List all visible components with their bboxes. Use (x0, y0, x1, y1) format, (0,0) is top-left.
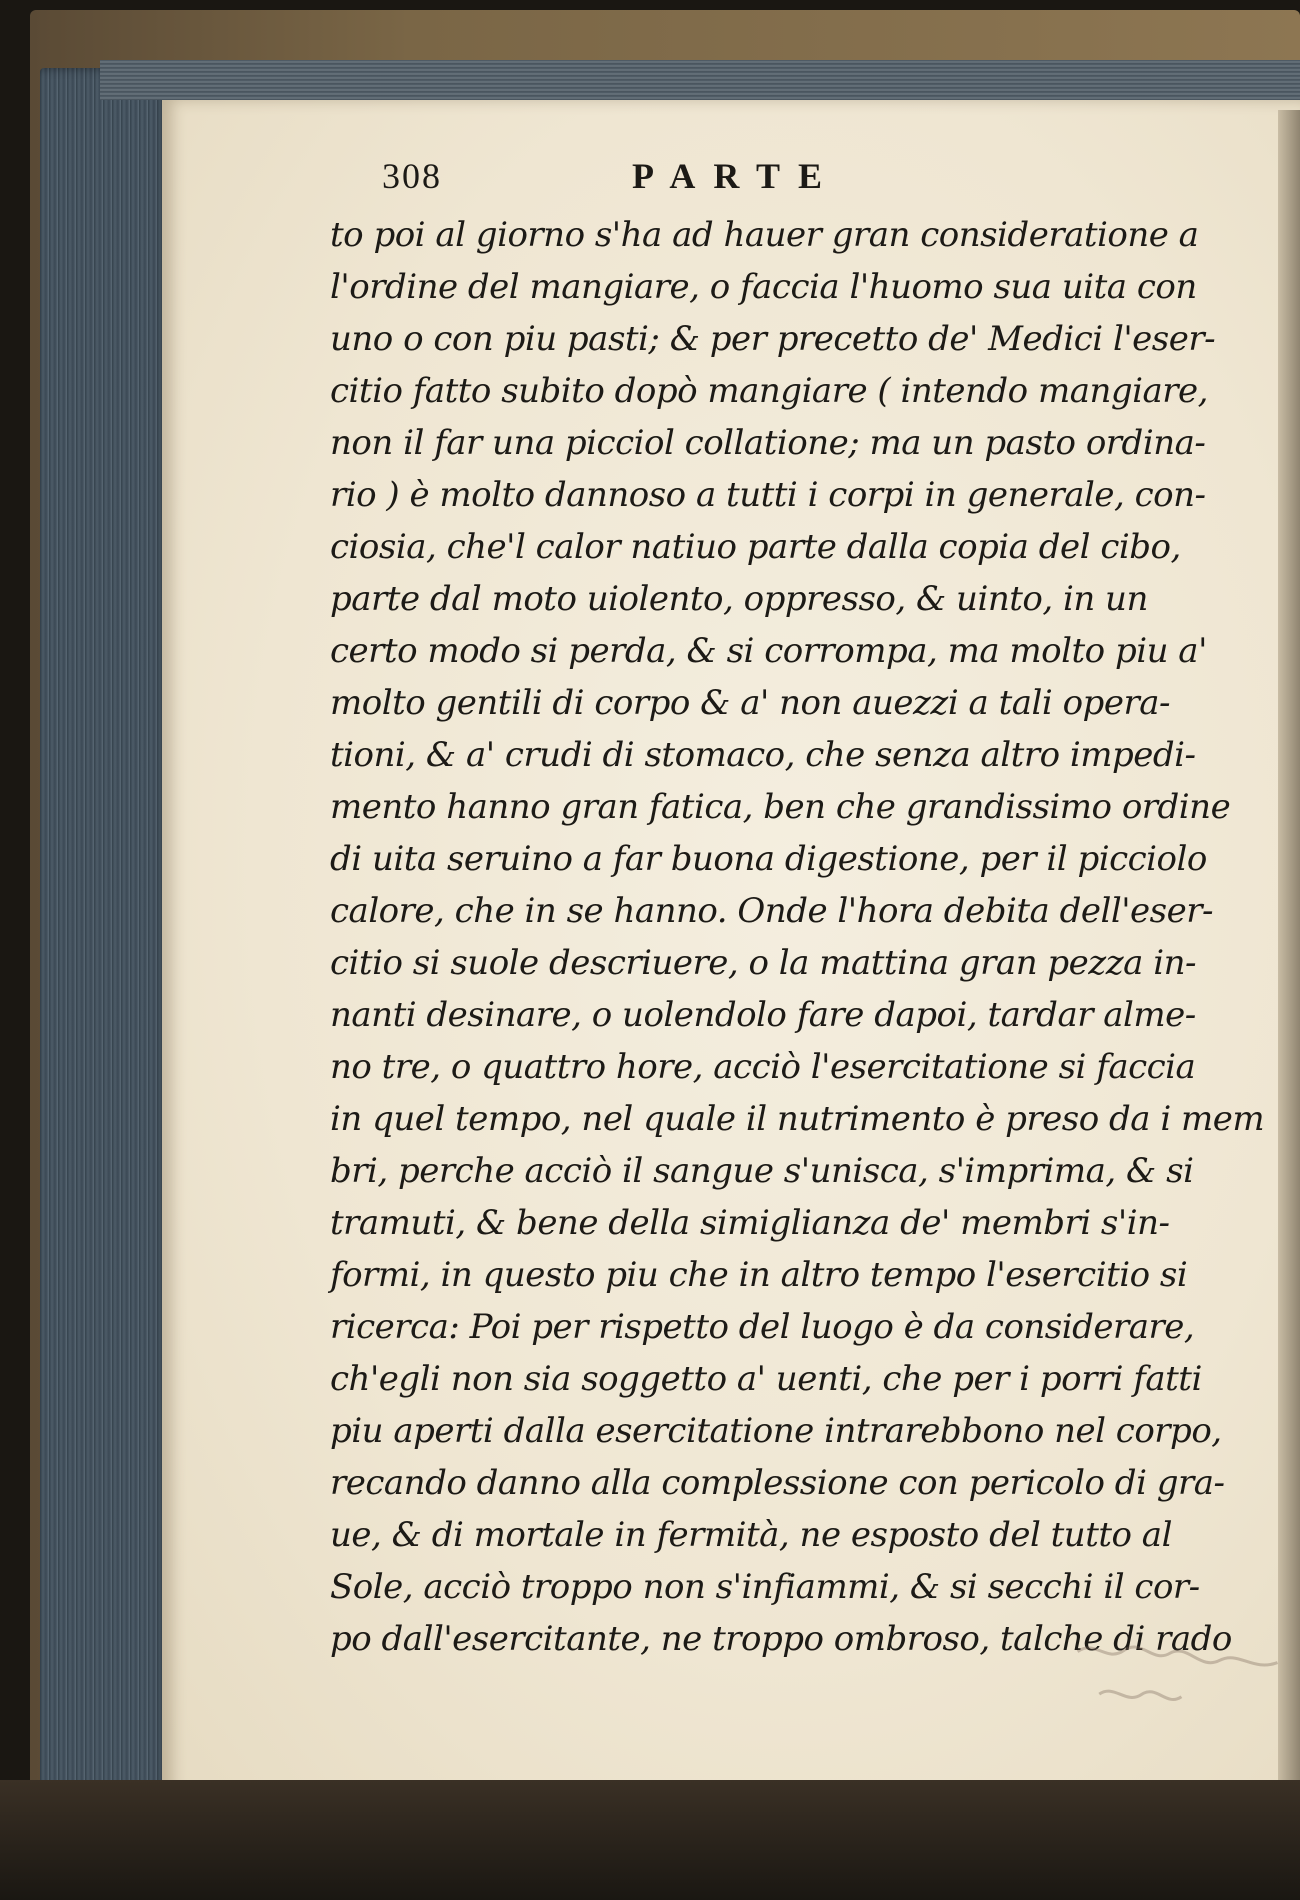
text-line: recando danno alla complessione con pericolo di gra- (330, 1463, 1225, 1503)
text-line: l'ordine del mangiare, o faccia l'huomo sua uita con (330, 267, 1197, 307)
text-line: tioni, & a' crudi di stomaco, che senza altro impedi- (330, 735, 1196, 775)
text-line: tramuti, & bene della simiglianza de' membri s'in- (330, 1203, 1170, 1243)
text-line: bri, perche acciò il sangue s'unisca, s'imprima, & si (330, 1151, 1194, 1191)
text-line: calore, che in se hanno. Onde l'hora debita dell'eser- (330, 891, 1213, 931)
text-line: nanti desinare, o uolendolo fare dapoi, tardar alme- (330, 995, 1196, 1035)
page-text (330, 155, 1265, 1665)
faded-handwritten-note (1065, 1629, 1285, 1752)
text-line: ricerca: Poi per rispetto del luogo è da considerare, (330, 1307, 1195, 1347)
text-line: rio ) è molto dannoso a tutti i corpi in generale, con- (330, 475, 1206, 515)
body-text (330, 209, 1265, 1665)
text-line: ch'egli non sia soggetto a' uenti, che per i porri fatti (330, 1359, 1202, 1399)
text-line: parte dal moto uiolento, oppresso, & uinto, in un (330, 579, 1148, 619)
text-line: di uita seruino a far buona digestione, per il picciolo (330, 839, 1207, 879)
text-line: citio fatto subito dopò mangiare ( intendo mangiare, (330, 371, 1208, 411)
page-number: 308 (382, 156, 442, 196)
text-line: non il far una picciol collatione; ma un pasto ordina- (330, 423, 1206, 463)
text-line: po dall'esercitante, ne troppo ombroso, talche di rado (330, 1619, 1232, 1659)
scan-background (0, 1780, 1300, 1900)
running-head: PARTE (632, 156, 841, 196)
text-line: Sole, acciò troppo non s'infiammi, & si secchi il cor- (330, 1567, 1200, 1607)
text-line: molto gentili di corpo & a' non auezzi a tali opera- (330, 683, 1170, 723)
text-line: uno o con piu pasti; & per precetto de' Medici l'eser- (330, 319, 1216, 359)
page-edges-left (40, 68, 170, 1796)
text-line: formi, in questo piu che in altro tempo l'esercitio si (330, 1255, 1188, 1295)
page-header (330, 155, 1160, 209)
text-line: to poi al giorno s'ha ad hauer gran consideratione a (330, 215, 1199, 255)
text-line: certo modo si perda, & si corrompa, ma molto piu a' (330, 631, 1207, 671)
text-line: piu aperti dalla esercitatione intrarebbono nel corpo, (330, 1411, 1222, 1451)
facing-page-edge (1278, 110, 1300, 1790)
text-line: no tre, o quattro hore, acciò l'esercitatione si faccia (330, 1047, 1196, 1087)
text-line: citio si suole descriuere, o la mattina gran pezza in- (330, 943, 1196, 983)
text-line: ciosia, che'l calor natiuo parte dalla copia del cibo, (330, 527, 1181, 567)
text-line: mento hanno gran fatica, ben che grandissimo ordine (330, 787, 1231, 827)
page-edges-top (100, 60, 1300, 100)
text-line: in quel tempo, nel quale il nutrimento è preso da i mem (330, 1099, 1265, 1139)
text-line: ue, & di mortale in fermità, ne esposto del tutto al (330, 1515, 1172, 1555)
